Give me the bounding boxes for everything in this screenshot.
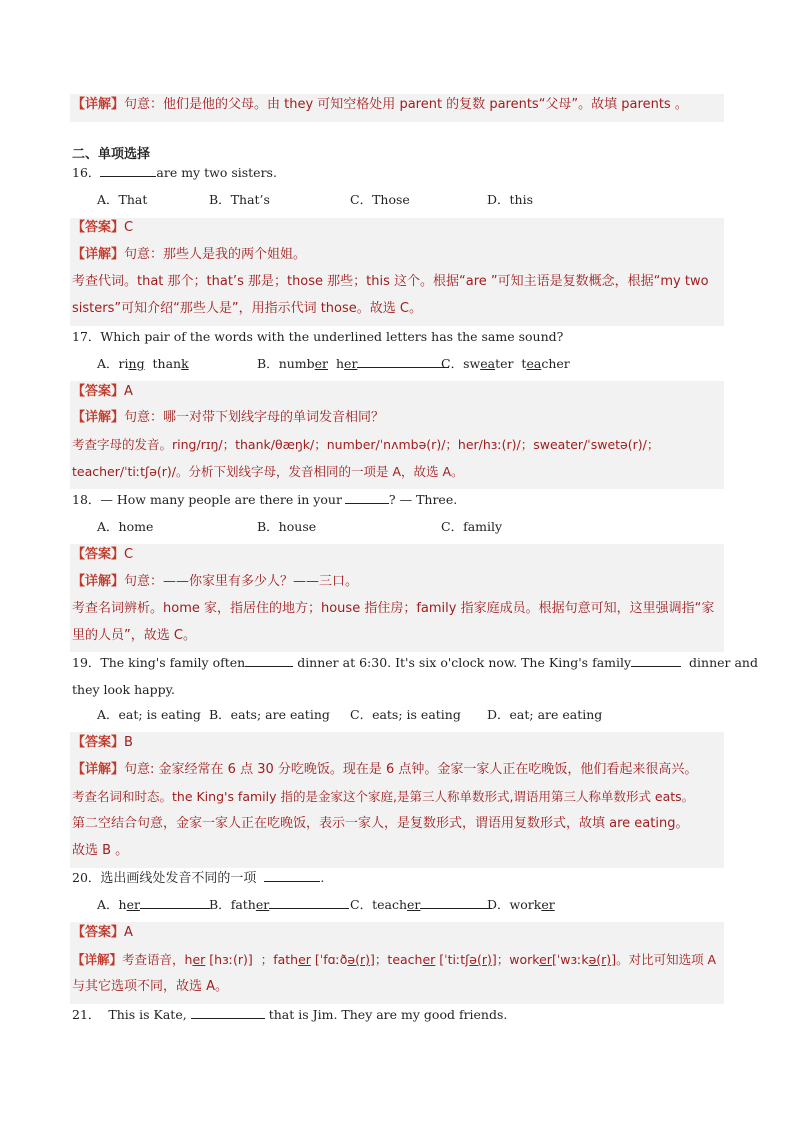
question-text: Which pair of the words with the underlined letters has the same sound?	[100, 329, 564, 344]
underlined-letters: ng	[128, 356, 145, 371]
explanation-text: 考查名词辨析。home 家，指居住的地方；house 指住房；family 指家庭成员。根据句意可知，这里强调指“家	[72, 601, 715, 616]
answer-value: A	[124, 384, 133, 399]
explanation-line: 【详解】考查语音，her [hɜː(r)] ；father [ˈfɑːðə(r)]；teacher [ˈtiːtʃə(r)]；worker[ˈwɜːkə(r)]。对比可知选项 A	[72, 952, 717, 967]
option-d: D．this	[487, 192, 534, 207]
explanation-line	[72, 409, 384, 427]
option-c: C．family	[441, 519, 503, 534]
detail-tag: 【详解】	[72, 952, 123, 967]
answer-line	[72, 219, 133, 237]
underlined-letters: er	[314, 356, 329, 371]
question-text: — How many people are there in your	[100, 492, 342, 507]
explanation-text: 故选 B 。	[72, 843, 129, 858]
underline-rule	[140, 896, 210, 909]
detail-tag: 【详解】	[72, 574, 125, 589]
explanation-line	[72, 246, 306, 264]
explanation-line	[72, 761, 697, 779]
question-number: 20．	[72, 870, 101, 885]
question-18	[72, 491, 457, 509]
answer-tag: 【答案】	[72, 384, 125, 399]
question-17	[72, 328, 563, 346]
question-text: This is Kate,	[108, 1007, 187, 1022]
underlined-letters: er	[407, 897, 421, 912]
explanation-text: 考查代词。that 那个；that’s 那是；those 那些；this 这个。根据“are ”可知主语是复数概念，根据“my two	[72, 274, 709, 289]
explanation-text: 句意：那些人是我的两个姐姐。	[124, 247, 307, 262]
explanation-text: sisters”可知介绍“那些人是”，用指示代词 those。故选 C。	[72, 301, 422, 316]
option-a: A．That	[97, 192, 148, 207]
answer-blank	[264, 869, 320, 882]
underlined-letters: er	[344, 356, 358, 371]
underlined-letters: er	[541, 897, 555, 912]
explanation-text: teacher/ˈtiːtʃə(r)/。分析下划线字母，发音相同的一项是 A，故选 A。	[72, 464, 464, 479]
detail-tag: 【详解】	[72, 762, 125, 777]
answer-blank	[345, 491, 389, 504]
answer-value: C	[124, 547, 134, 562]
underlined-letters: er	[422, 952, 436, 967]
option-c: C．teacher	[350, 896, 492, 914]
option-a: A．ring thank	[97, 356, 189, 371]
question-text: ? — Three.	[388, 492, 458, 507]
explanation-text: 句意: 金家经常在 6 点 30 分吃晚饭。现在是 6 点钟。金家一家人正在吃晚饭，他们看起来很高兴。	[124, 762, 698, 777]
option-c: C．eats; is eating	[350, 707, 461, 722]
question-number: 18．	[72, 492, 101, 507]
answer-line	[72, 924, 133, 942]
answer-blank	[191, 1006, 265, 1019]
question-text: dinner and	[689, 655, 758, 670]
question-text: that is Jim. They are my good friends.	[268, 1007, 508, 1022]
option-c: C．Those	[350, 192, 410, 207]
question-16	[72, 164, 277, 182]
answer-tag: 【答案】	[72, 925, 125, 940]
answer-tag: 【答案】	[72, 220, 125, 235]
answer-line	[72, 734, 133, 752]
question-19	[72, 654, 758, 672]
question-text: 选出画线处发音不同的一项	[100, 871, 257, 886]
section-title: 二、单项选择	[72, 147, 151, 162]
underlined-letters: er	[298, 952, 311, 967]
underlined-letters: er	[192, 952, 206, 967]
question-number: 21．	[72, 1007, 101, 1022]
option-b: B．father	[209, 896, 349, 914]
option-c: C．sweater teacher	[441, 356, 570, 371]
explanation-line	[72, 96, 688, 114]
answer-tag: 【答案】	[72, 735, 125, 750]
underlined-letters: k	[181, 356, 189, 371]
answer-blank	[100, 164, 156, 177]
option-a: A．eat; is eating	[97, 707, 201, 722]
underlined-letters: er	[255, 897, 270, 912]
underlined-letters: ə(r)	[588, 952, 612, 967]
answer-value: C	[124, 220, 134, 235]
underline-rule	[420, 896, 492, 909]
question-21	[72, 1006, 507, 1024]
question-20: 20．选出画线处发音不同的一项 .	[72, 870, 325, 886]
explanation-text: 与其它选项不同，故选 A。	[72, 979, 229, 994]
underline-rule	[269, 896, 349, 909]
underlined-letters: ə(r)	[469, 952, 492, 967]
answer-blank	[631, 654, 681, 667]
underlined-letters: ə(r)	[347, 952, 371, 967]
detail-tag: 【详解】	[72, 97, 125, 112]
underline-rule	[357, 355, 449, 368]
question-number: 17．	[72, 329, 101, 344]
answer-line	[72, 383, 133, 401]
underlined-letters: ea	[526, 356, 542, 371]
underlined-letters: ea	[480, 356, 496, 371]
question-text: dinner at 6:30. It's six o'clock now. The King's family	[297, 655, 632, 670]
question-number: 19．	[72, 655, 101, 670]
option-b: B．eats; are eating	[209, 707, 330, 722]
question-text: they look happy.	[72, 682, 175, 697]
option-b: B．house	[257, 519, 317, 534]
explanation-line	[72, 573, 358, 591]
explanation-text: 考查字母的发音。ring/rɪŋ/；thank/θæŋk/；number/ˈnʌmbə(r)/；her/hɜː(r)/；sweater/ˈswetə(r)/；	[72, 437, 660, 452]
underlined-letters: er	[539, 952, 552, 967]
detail-tag: 【详解】	[72, 410, 125, 425]
detail-tag: 【详解】	[72, 247, 125, 262]
option-d: D．worker	[487, 897, 555, 912]
answer-tag: 【答案】	[72, 547, 125, 562]
option-b: B．That’s	[209, 192, 270, 207]
explanation-text: 句意：哪一对带下划线字母的单词发音相同？	[124, 410, 385, 425]
question-text: are my two sisters.	[156, 165, 277, 180]
question-text: The king's family often	[100, 655, 246, 670]
answer-blank	[245, 654, 293, 667]
answer-value: B	[124, 735, 133, 750]
option-d: D．eat; are eating	[487, 707, 603, 722]
question-number: 16．	[72, 165, 101, 180]
explanation-text: 句意：——你家里有多少人？——三口。	[124, 574, 359, 589]
explanation-text: 考查名词和时态。the King's family 指的是金家这个家庭,是第三人称单数形式,谓语用第三人称单数形式 eats。	[72, 789, 695, 804]
option-a: A．her	[97, 896, 210, 914]
option-a: A．home	[97, 519, 154, 534]
answer-value: A	[124, 925, 133, 940]
explanation-text: 里的人员”，故选 C。	[72, 628, 196, 643]
answer-line	[72, 546, 133, 564]
underlined-letters: er	[126, 897, 140, 912]
option-b: B．number her	[257, 355, 449, 373]
explanation-text: 句意：他们是他的父母。由 they 可知空格处用 parent 的复数 parents“父母”。故填 parents 。	[124, 97, 688, 112]
explanation-text: 第二空结合句意，金家一家人正在吃晚饭，表示一家人，是复数形式，谓语用复数形式，故填 are eating。	[72, 816, 689, 831]
